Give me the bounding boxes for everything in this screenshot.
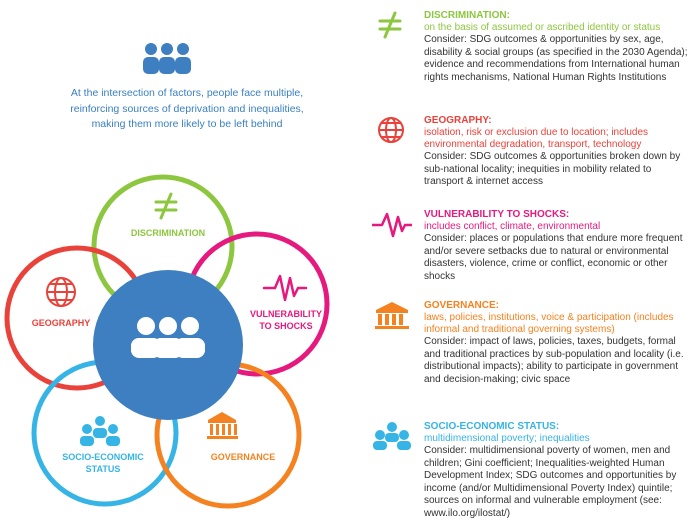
governance-title: GOVERNANCE: bbox=[424, 300, 500, 311]
socioeconomic-subtitle: multidimensional poverty; inequalities bbox=[424, 433, 590, 444]
pulse-icon bbox=[372, 209, 412, 241]
governance-body: Consider: impact of laws, policies, taxes, budgets, formal and traditional practices by sub-population and locality (i.e. distributional impacts); ability to participate in government and decision-making; civic space bbox=[424, 336, 684, 385]
institution-icon bbox=[372, 300, 412, 332]
geography-subtitle: isolation, risk or exclusion due to location; includes environmental degradation, transport, technology bbox=[424, 127, 649, 150]
geography-label: GEOGRAPHY bbox=[31, 318, 91, 328]
people-icon bbox=[372, 421, 412, 453]
globe-icon bbox=[47, 278, 75, 306]
governance-subtitle: laws, policies, institutions, voice & participation (includes informal and traditional governing systems) bbox=[424, 312, 674, 335]
discrimination-body: Consider: SDG outcomes & opportunities by sex, age, disability & social groups (as specified in the 2030 Agenda); evidence and recommendations from International human rights mechanisms, National Human Rights Institutions bbox=[424, 34, 688, 83]
discrimination-label: DISCRIMINATION bbox=[130, 228, 206, 238]
geography-body: Consider: SDG outcomes & opportunities broken down by sub-national locality; inequities in mobility related to transport & internet access bbox=[424, 151, 681, 187]
socioeconomic-label-line2: STATUS bbox=[85, 464, 121, 474]
socioeconomic-label-line1: SOCIO-ECONOMIC bbox=[62, 452, 144, 462]
discrimination-subtitle: on the basis of assumed or ascribed identity or status bbox=[424, 22, 661, 33]
shocks-label-line1: VULNERABILITY bbox=[250, 309, 322, 319]
socioeconomic-body: Consider: multidimensional poverty of women, men and children; Gini coefficient; Inequalities-weighted Human Development Index; SDG outcomes and opportunities by income (and/or Multidimensional Poverty Index) quintile; sources on informal and vulnerable employment (see: www.ilo.org/ilostat/) bbox=[424, 445, 677, 519]
shocks-subtitle: includes conflict, climate, environmental bbox=[424, 221, 601, 232]
institution-icon bbox=[207, 412, 238, 439]
socioeconomic-people-icon bbox=[80, 416, 120, 446]
center-people-icon bbox=[128, 317, 208, 366]
not-equal-icon bbox=[372, 10, 412, 42]
discrimination-title: DISCRIMINATION: bbox=[424, 10, 510, 21]
shocks-label-line2: TO SHOCKS bbox=[259, 321, 313, 331]
geography-title: GEOGRAPHY: bbox=[424, 115, 492, 126]
people-icon bbox=[143, 43, 191, 74]
not-equal-icon bbox=[156, 194, 176, 218]
pulse-icon bbox=[264, 276, 306, 300]
intro-text: At the intersection of factors, people face multiple, reinforcing sources of deprivation and inequalities, making them more likely to be left behind bbox=[70, 87, 304, 130]
globe-icon bbox=[372, 115, 412, 147]
shocks-title: VULNERABILITY TO SHOCKS: bbox=[424, 209, 570, 220]
governance-label: GOVERNANCE bbox=[210, 452, 276, 462]
shocks-body: Consider: places or populations that endure more frequent and/or severe setbacks due to natural or environmental disasters, violence, crime or conflict, economic or other shocks bbox=[424, 233, 683, 282]
socioeconomic-title: SOCIO-ECONOMIC STATUS: bbox=[424, 421, 560, 432]
